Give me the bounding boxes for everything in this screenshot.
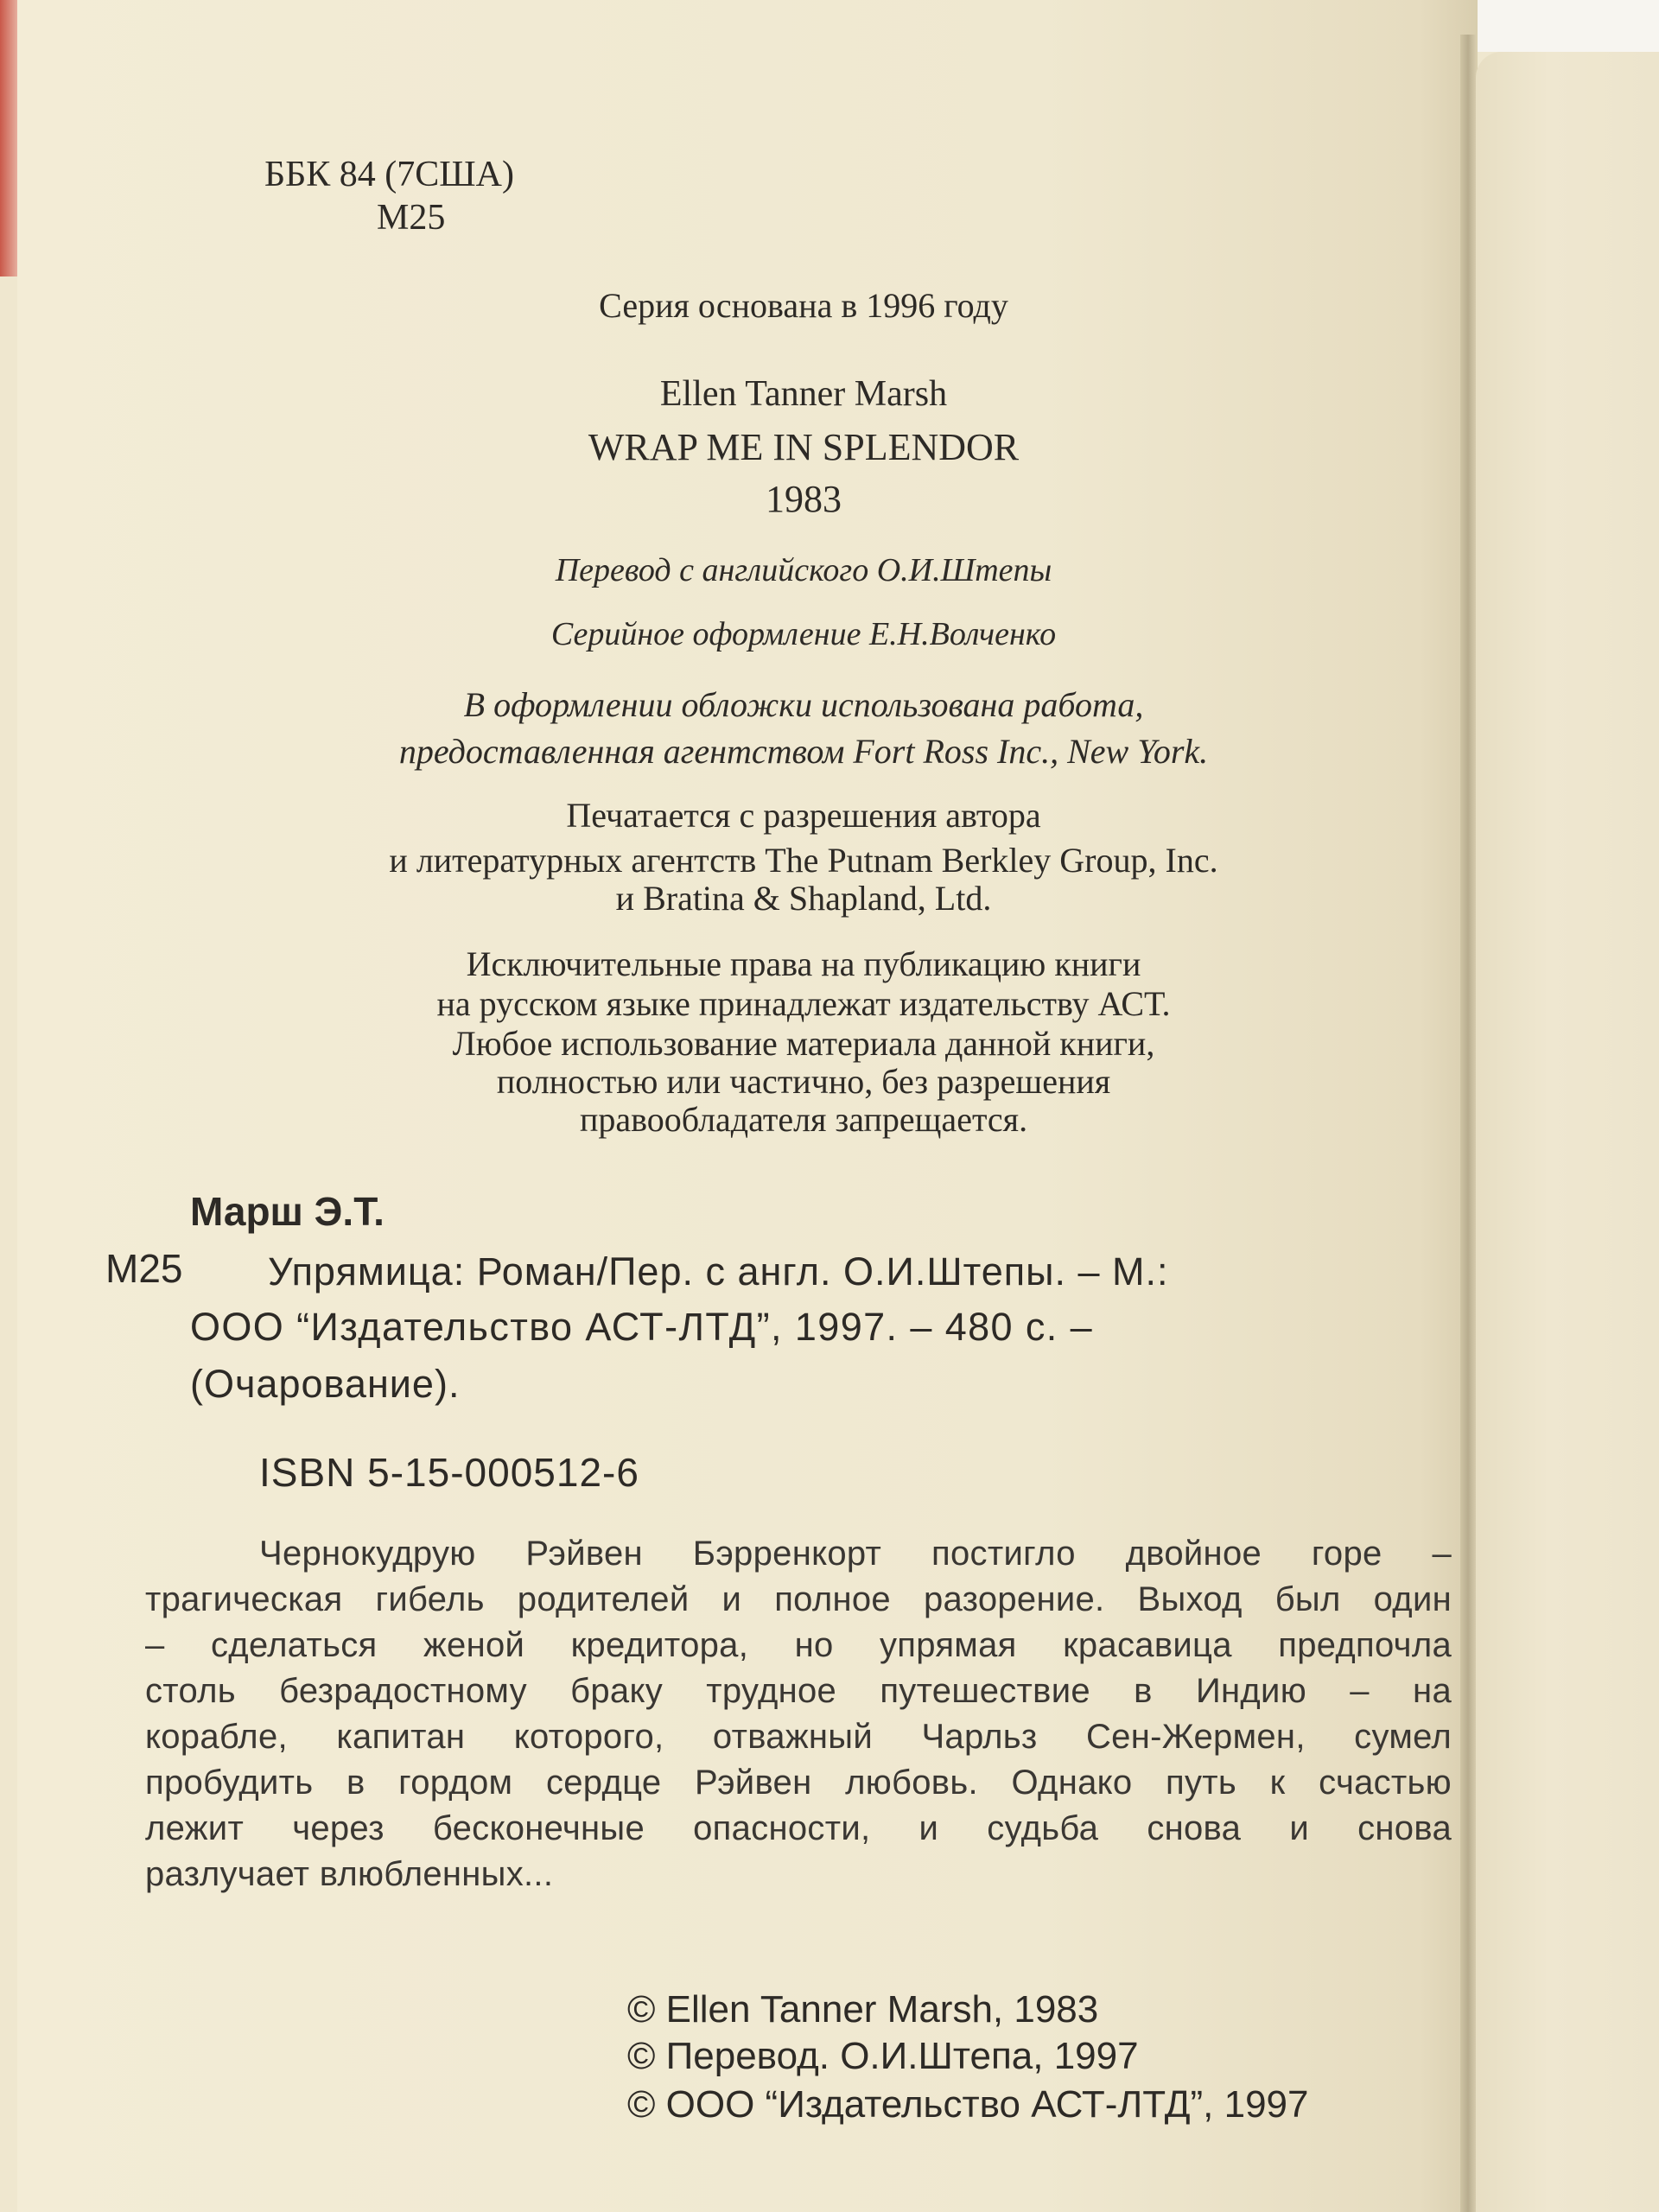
translation-credit: Перевод с английского О.И.Штепы xyxy=(555,552,1052,588)
cover-credit-line1: В оформлении обложки использована работа, xyxy=(463,685,1144,724)
original-author: Ellen Tanner Marsh xyxy=(659,374,948,414)
isbn: ISBN 5-15-000512-6 xyxy=(259,1450,639,1495)
series-note: Серия основана в 1996 году xyxy=(599,286,1008,325)
annotation-line: трагическая гибель родителей и полное разорение. Выход был один xyxy=(145,1580,1452,1618)
catalog-code: М25 xyxy=(105,1246,183,1291)
catalog-line1: Упрямица: Роман/Пер. с англ. О.И.Штепы. – М.: xyxy=(268,1249,1169,1294)
annotation-line: Чернокудрую Рэйвен Бэрренкорт постигло двойное горе – xyxy=(259,1535,1452,1573)
annotation-line: лежит через бесконечные опасности, и судьба снова и снова xyxy=(145,1809,1452,1847)
rights-line: Исключительные права на публикацию книги xyxy=(466,944,1141,983)
annotation-line: столь безрадостному браку трудное путешествие в Индию – на xyxy=(145,1672,1452,1710)
original-title: WRAP ME IN SPLENDOR xyxy=(588,426,1020,468)
author-mark: М25 xyxy=(377,198,446,238)
annotation-line: разлучает влюбленных... xyxy=(145,1855,554,1893)
catalog-line2: ООО “Издательство АСТ-ЛТД”, 1997. – 480 с. – xyxy=(190,1305,1094,1349)
rights-line: Любое использование материала данной книги, xyxy=(452,1024,1155,1063)
permission-line: и литературных агентств The Putnam Berkley Group, Inc. xyxy=(389,841,1218,880)
series-design-credit: Серийное оформление Е.Н.Волченко xyxy=(550,616,1057,652)
copyright-line: © ООО “Издательство АСТ-ЛТД”, 1997 xyxy=(627,2083,1309,2126)
original-year: 1983 xyxy=(766,478,842,520)
catalog-author: Марш Э.Т. xyxy=(190,1189,385,1234)
annotation-line: – сделаться женой кредитора, но упрямая красавица предпочла xyxy=(145,1626,1452,1664)
annotation-line: пробудить в гордом сердце Рэйвен любовь. Однако путь к счастью xyxy=(145,1764,1452,1802)
permission-line: Печатается с разрешения автора xyxy=(566,796,1041,835)
rights-line: правообладателя запрещается. xyxy=(579,1100,1028,1139)
catalog-line3: (Очарование). xyxy=(190,1362,461,1406)
bbk-code: ББК 84 (7США) xyxy=(264,155,514,194)
cover-credit-line2: предоставленная агентством Fort Ross Inc., New York. xyxy=(398,732,1209,771)
annotation-line: корабле, капитан которого, отважный Чарльз Сен-Жермен, сумел xyxy=(145,1718,1452,1756)
copyright-line: © Перевод. О.И.Штепа, 1997 xyxy=(627,2035,1139,2077)
copyright-line: © Ellen Tanner Marsh, 1983 xyxy=(627,1988,1099,2031)
rights-line: на русском языке принадлежат издательству АСТ. xyxy=(436,984,1171,1023)
permission-line: и Bratina & Shapland, Ltd. xyxy=(615,879,992,918)
rights-line: полностью или частично, без разрешения xyxy=(496,1062,1111,1101)
